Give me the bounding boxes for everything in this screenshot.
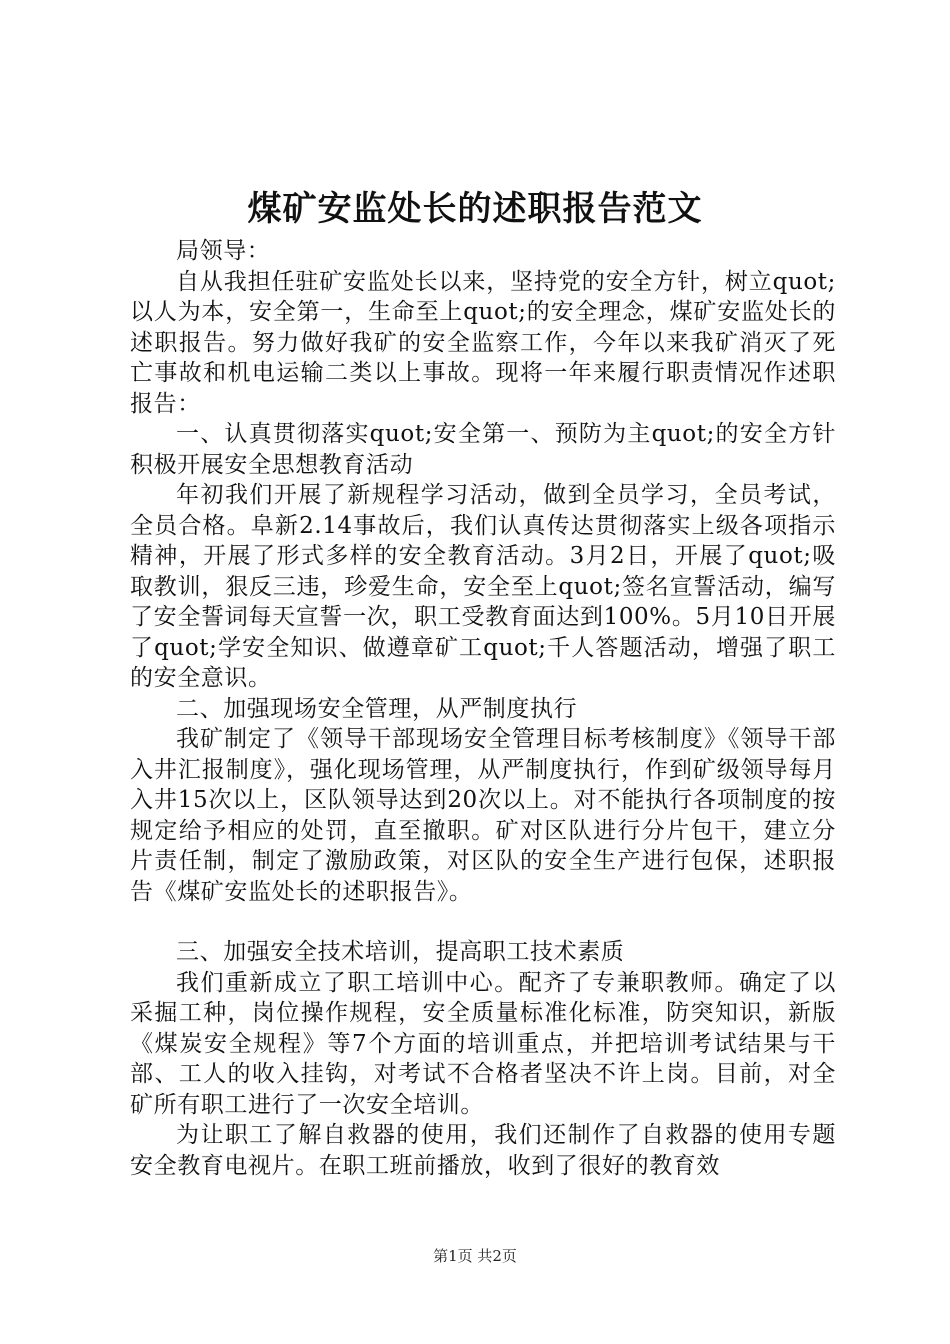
body-paragraph: 为让职工了解自救器的使用，我们还制作了自救器的使用专题安全教育电视片。在职工班前播放，收到了很好的教育效 bbox=[130, 1122, 836, 1179]
page-footer: 第1页 共2页 bbox=[433, 1247, 517, 1265]
document-title: 煤矿安监处长的述职报告范文 bbox=[247, 189, 703, 229]
body-paragraph: 我矿制定了《领导干部现场安全管理目标考核制度》《领导干部入井汇报制度》，强化现场管理，从严制度执行，作到矿级领导每月入井15次以上，区队领导达到20次以上。对不能执行各项制度的按规定给予相应的处罚，直至撤职。矿对区队进行分片包干，建立分片责任制，制定了激励政策，对区队的安全生产进行包保，述职报告《煤矿安监处长的述职报告》。 bbox=[130, 726, 836, 905]
body-paragraph: 年初我们开展了新规程学习活动，做到全员学习，全员考试，全员合格。阜新2.14事故后，我们认真传达贯彻落实上级各项指示精神，开展了形式多样的安全教育活动。3月2日，开展了quot;吸取教训，狠反三违，珍爱生命，安全至上quot;签名宣誓活动，编写了安全誓词每天宣誓一次，职工受教育面达到100%。5月10日开展了quot;学安全知识、做遵章矿工quot;千人答题活动，增强了职工的安全意识。 bbox=[130, 482, 836, 691]
section-heading: 三、加强安全技术培训，提高职工技术素质 bbox=[176, 939, 625, 965]
document-body bbox=[130, 236, 836, 1181]
body-paragraph: 我们重新成立了职工培训中心。配齐了专兼职教师。确定了以采掘工种，岗位操作规程，安全质量标准化标准，防突知识，新版《煤炭安全规程》等7个方面的培训重点，并把培训考试结果与干部、工人的收入挂钩，对考试不合格者坚决不许上岗。目前，对全矿所有职工进行了一次安全培训。 bbox=[130, 969, 836, 1118]
section-heading: 一、认真贯彻落实quot;安全第一、预防为主quot;的安全方针积极开展安全思想教育活动 bbox=[130, 421, 836, 478]
body-paragraph: 自从我担任驻矿安监处长以来，坚持党的安全方针，树立quot;以人为本，安全第一，生命至上quot;的安全理念，煤矿安监处长的述职报告。努力做好我矿的安全监察工作，今年以来我矿消灭了死亡事故和机电运输二类以上事故。现将一年来履行职责情况作述职报告： bbox=[130, 268, 836, 417]
section-heading: 二、加强现场安全管理，从严制度执行 bbox=[176, 695, 578, 722]
salutation: 局领导： bbox=[176, 238, 271, 264]
